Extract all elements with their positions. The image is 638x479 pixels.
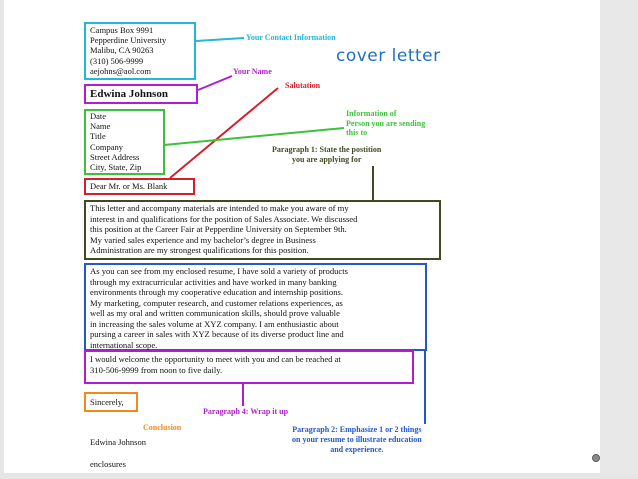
salutation-text: Dear Mr. or Ms. Blank (90, 181, 168, 191)
paragraph3-text: I would welcome the opportunity to meet with you and can be reached at 310-506-9999 from noon to five daily. (90, 354, 341, 375)
contact-block (90, 25, 166, 76)
recipient-connector (164, 128, 344, 145)
recipient-line: Name (90, 121, 111, 132)
paragraph1-text: This letter and accompany materials are intended to make you aware of my interest in and qualifications for the position of Sales Associate. We discussed this position at the Career Fair at Pepperdine University on September 9th. My varied sales experience and my bachelor’s degree in Business Administration are my strongest qualifications for this position. (90, 203, 358, 255)
page-title: cover letter (336, 46, 441, 66)
recipient-line: City, State, Zip (90, 162, 142, 173)
contact-line: aejohns@aol.com (90, 65, 151, 76)
recipient-line: Company (90, 141, 124, 152)
paragraph2-label: Paragraph 2: Emphasize 1 or 2 things on your resume to illustrate education and experience. (292, 425, 422, 454)
recipient-block (90, 111, 141, 172)
paragraph1-label: Paragraph 1: State the postition you are applying for (272, 145, 382, 164)
recipient-line: Date (90, 111, 107, 121)
recipient-line: Street Address (90, 151, 140, 162)
signature-text: Edwina Johnson (90, 437, 146, 447)
contact-connector (196, 38, 244, 41)
closing-text: Sincerely, (90, 397, 124, 407)
enclosures-text: enclosures (90, 459, 126, 469)
contact-info-label: Your Contact Information (246, 33, 336, 42)
contact-line: Malibu, CA 90263 (90, 45, 154, 56)
recipient-info-label: Information of Person you are sending this to (346, 109, 426, 137)
paragraph4-label: Paragraph 4: Wrap it up (203, 407, 289, 416)
paragraph2-text: As you can see from my enclosed resume, I have sold a variety of products through my extracurricular activities and have worked in many banking environments through my cooperative education and internship positions. My marketing, computer research, and customer relations experiences, as well as my oral and written communication skills, should prove valuable in increasing the sales volume at XYZ company. I am enthusiastic about pursing a career in sales with XYZ because of its diverse product line and international scope. (90, 266, 348, 350)
contact-line: Pepperdine University (90, 35, 167, 46)
salutation-label: Salutation (285, 81, 321, 90)
name-connector (198, 76, 232, 90)
recipient-line: Title (90, 131, 106, 142)
applicant-name: Edwina Johnson (90, 88, 168, 100)
contact-line: Campus Box 9991 (90, 25, 154, 35)
contact-line: (310) 506-9999 (90, 55, 144, 66)
conclusion-label: Conclusion (143, 423, 182, 432)
your-name-label: Your Name (233, 67, 272, 76)
